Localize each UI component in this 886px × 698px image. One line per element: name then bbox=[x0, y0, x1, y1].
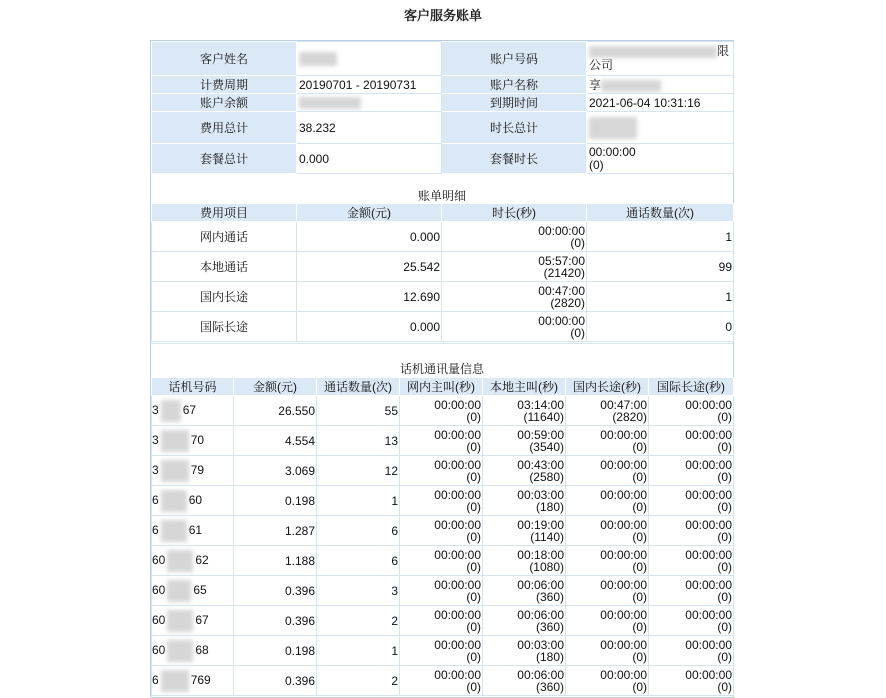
phone-intl: 00:00:00 (0) bbox=[649, 576, 734, 606]
phone-intl: 00:00:00 (0) bbox=[649, 516, 734, 546]
phone-intl: 00:00:00 (0) bbox=[649, 666, 734, 696]
redacted-mask bbox=[161, 670, 189, 692]
table-row bbox=[152, 666, 734, 696]
redacted-mask bbox=[167, 640, 193, 662]
detail-header-duration: 时长(秒) bbox=[442, 204, 587, 222]
phone-domestic: 00:00:00 (0) bbox=[566, 546, 649, 576]
redacted-mask bbox=[161, 490, 187, 512]
phone-local: 00:19:00 (1140) bbox=[483, 516, 566, 546]
redacted-mask bbox=[161, 430, 189, 452]
redacted-mask bbox=[167, 550, 193, 572]
phone-intl: 00:00:00 (0) bbox=[649, 606, 734, 636]
phone-domestic: 00:00:00 (0) bbox=[566, 606, 649, 636]
table-row: 国内长途 12.690 00:47:00 (2820) 1 bbox=[152, 282, 734, 312]
phone-intl: 00:00:00 (0) bbox=[649, 636, 734, 666]
redacted-mask bbox=[161, 520, 187, 542]
phone-intl: 00:00:00 (0) bbox=[649, 456, 734, 486]
total-duration-label: 时长总计 bbox=[442, 112, 587, 144]
phone-local: 00:03:00 (180) bbox=[483, 636, 566, 666]
phone-domestic: 00:00:00 (0) bbox=[566, 486, 649, 516]
phones-header-count: 通话数量(次) bbox=[317, 378, 400, 396]
table-row bbox=[152, 456, 734, 486]
billing-period-label: 计费周期 bbox=[152, 76, 297, 94]
phone-amount: 26.550 bbox=[234, 396, 317, 426]
package-total-label: 套餐总计 bbox=[152, 144, 297, 174]
phone-number: 6 61 bbox=[152, 516, 234, 546]
phones-table bbox=[151, 377, 734, 696]
phones-header-net: 网内主叫(秒) bbox=[400, 378, 483, 396]
phone-count: 2 bbox=[317, 666, 400, 696]
redacted-mask bbox=[589, 46, 717, 58]
customer-name-label: 客户姓名 bbox=[152, 42, 297, 76]
redacted-mask bbox=[601, 80, 661, 92]
phone-net: 00:00:00 (0) bbox=[400, 456, 483, 486]
phone-domestic: 00:00:00 (0) bbox=[566, 576, 649, 606]
phone-amount: 1.287 bbox=[234, 516, 317, 546]
balance-label: 账户余额 bbox=[152, 94, 297, 112]
phone-intl: 00:00:00 (0) bbox=[649, 396, 734, 426]
redacted-mask bbox=[589, 117, 637, 139]
table-row bbox=[152, 576, 734, 606]
expiry-label: 到期时间 bbox=[442, 94, 587, 112]
detail-header-count: 通话数量(次) bbox=[587, 204, 734, 222]
phone-domestic: 00:00:00 (0) bbox=[566, 456, 649, 486]
phone-count: 3 bbox=[317, 576, 400, 606]
customer-name-value bbox=[297, 42, 442, 76]
account-no-value: 限 公司 bbox=[587, 42, 734, 76]
bill-container bbox=[150, 40, 734, 698]
total-duration-value bbox=[587, 112, 734, 144]
detail-section-title: 账单明细 bbox=[417, 189, 466, 203]
phone-count: 6 bbox=[317, 516, 400, 546]
table-row bbox=[152, 426, 734, 456]
phones-header-domestic: 国内长途(秒) bbox=[566, 378, 649, 396]
phones-header-number: 话机号码 bbox=[152, 378, 234, 396]
phone-count: 13 bbox=[317, 426, 400, 456]
phone-net: 00:00:00 (0) bbox=[400, 516, 483, 546]
phone-net: 00:00:00 (0) bbox=[400, 606, 483, 636]
phone-count: 55 bbox=[317, 396, 400, 426]
phone-domestic: 00:00:00 (0) bbox=[566, 636, 649, 666]
phone-local: 03:14:00 (11640) bbox=[483, 396, 566, 426]
phone-local: 00:03:00 (180) bbox=[483, 486, 566, 516]
phone-domestic: 00:00:00 (0) bbox=[566, 426, 649, 456]
phone-number: 60 68 bbox=[152, 636, 234, 666]
account-name-label: 账户名称 bbox=[442, 76, 587, 94]
account-name-value: 享 bbox=[587, 76, 734, 94]
phone-rows bbox=[152, 396, 734, 696]
balance-value bbox=[297, 94, 442, 112]
phone-local: 00:18:00 (1080) bbox=[483, 546, 566, 576]
phone-number: 60 65 bbox=[152, 576, 234, 606]
phone-number: 60 62 bbox=[152, 546, 234, 576]
expiry-value: 2021-06-04 10:31:16 bbox=[587, 94, 734, 112]
phones-section-title: 话机通讯量信息 bbox=[399, 362, 484, 376]
phone-number: 6 769 bbox=[152, 666, 234, 696]
table-row bbox=[152, 516, 734, 546]
phone-amount: 0.396 bbox=[234, 666, 317, 696]
phone-local: 00:06:00 (360) bbox=[483, 606, 566, 636]
phone-net: 00:00:00 (0) bbox=[400, 486, 483, 516]
redacted-mask bbox=[167, 610, 193, 632]
redacted-mask bbox=[299, 52, 337, 66]
phone-local: 00:59:00 (3540) bbox=[483, 426, 566, 456]
phone-amount: 1.188 bbox=[234, 546, 317, 576]
table-row: 网内通话 0.000 00:00:00 (0) 1 bbox=[152, 222, 734, 252]
redacted-mask bbox=[161, 400, 181, 422]
account-no-label: 账户号码 bbox=[442, 42, 587, 76]
phone-intl: 00:00:00 (0) bbox=[649, 546, 734, 576]
total-fee-label: 费用总计 bbox=[152, 112, 297, 144]
phone-amount: 0.396 bbox=[234, 576, 317, 606]
table-row bbox=[152, 546, 734, 576]
phones-header-amount: 金额(元) bbox=[234, 378, 317, 396]
table-row bbox=[152, 396, 734, 426]
phone-count: 12 bbox=[317, 456, 400, 486]
phone-net: 00:00:00 (0) bbox=[400, 666, 483, 696]
phone-amount: 0.198 bbox=[234, 486, 317, 516]
phone-amount: 0.396 bbox=[234, 606, 317, 636]
table-row bbox=[152, 606, 734, 636]
phone-domestic: 00:47:00 (2820) bbox=[566, 396, 649, 426]
phone-number: 3 67 bbox=[152, 396, 234, 426]
table-row: 本地通话 25.542 05:57:00 (21420) 99 bbox=[152, 252, 734, 282]
phone-local: 00:06:00 (360) bbox=[483, 666, 566, 696]
phone-number: 3 70 bbox=[152, 426, 234, 456]
table-row: 国际长途 0.000 00:00:00 (0) 0 bbox=[152, 312, 734, 342]
redacted-mask bbox=[167, 580, 191, 602]
phone-net: 00:00:00 (0) bbox=[400, 546, 483, 576]
redacted-mask bbox=[299, 97, 361, 109]
package-duration-label: 套餐时长 bbox=[442, 144, 587, 174]
page-title: 客户服务账单 bbox=[403, 8, 482, 23]
phone-amount: 4.554 bbox=[234, 426, 317, 456]
phone-local: 00:43:00 (2580) bbox=[483, 456, 566, 486]
phone-number: 60 67 bbox=[152, 606, 234, 636]
phones-header-local: 本地主叫(秒) bbox=[483, 378, 566, 396]
phone-count: 6 bbox=[317, 546, 400, 576]
phone-net: 00:00:00 (0) bbox=[400, 576, 483, 606]
phone-amount: 0.198 bbox=[234, 636, 317, 666]
table-row bbox=[152, 636, 734, 666]
redacted-mask bbox=[161, 460, 189, 482]
package-total-value: 0.000 bbox=[297, 144, 442, 174]
billing-period-value: 20190701 - 20190731 bbox=[297, 76, 442, 94]
phone-domestic: 00:00:00 (0) bbox=[566, 516, 649, 546]
detail-header-item: 费用项目 bbox=[152, 204, 297, 222]
phone-intl: 00:00:00 (0) bbox=[649, 486, 734, 516]
detail-header-amount: 金额(元) bbox=[297, 204, 442, 222]
phone-net: 00:00:00 (0) bbox=[400, 396, 483, 426]
total-fee-value: 38.232 bbox=[297, 112, 442, 144]
table-row bbox=[152, 486, 734, 516]
phone-intl: 00:00:00 (0) bbox=[649, 426, 734, 456]
package-duration-value: 00:00:00 (0) bbox=[587, 144, 734, 174]
phone-number: 3 79 bbox=[152, 456, 234, 486]
summary-table bbox=[151, 41, 734, 174]
phone-net: 00:00:00 (0) bbox=[400, 426, 483, 456]
phone-domestic: 00:00:00 (0) bbox=[566, 666, 649, 696]
phone-number: 6 60 bbox=[152, 486, 234, 516]
phone-count: 1 bbox=[317, 486, 400, 516]
detail-table bbox=[151, 203, 734, 342]
phone-amount: 3.069 bbox=[234, 456, 317, 486]
phones-header-intl: 国际长途(秒) bbox=[649, 378, 734, 396]
phone-net: 00:00:00 (0) bbox=[400, 636, 483, 666]
phone-count: 1 bbox=[317, 636, 400, 666]
phone-count: 2 bbox=[317, 606, 400, 636]
section-divider bbox=[151, 343, 733, 344]
phone-local: 00:06:00 (360) bbox=[483, 576, 566, 606]
